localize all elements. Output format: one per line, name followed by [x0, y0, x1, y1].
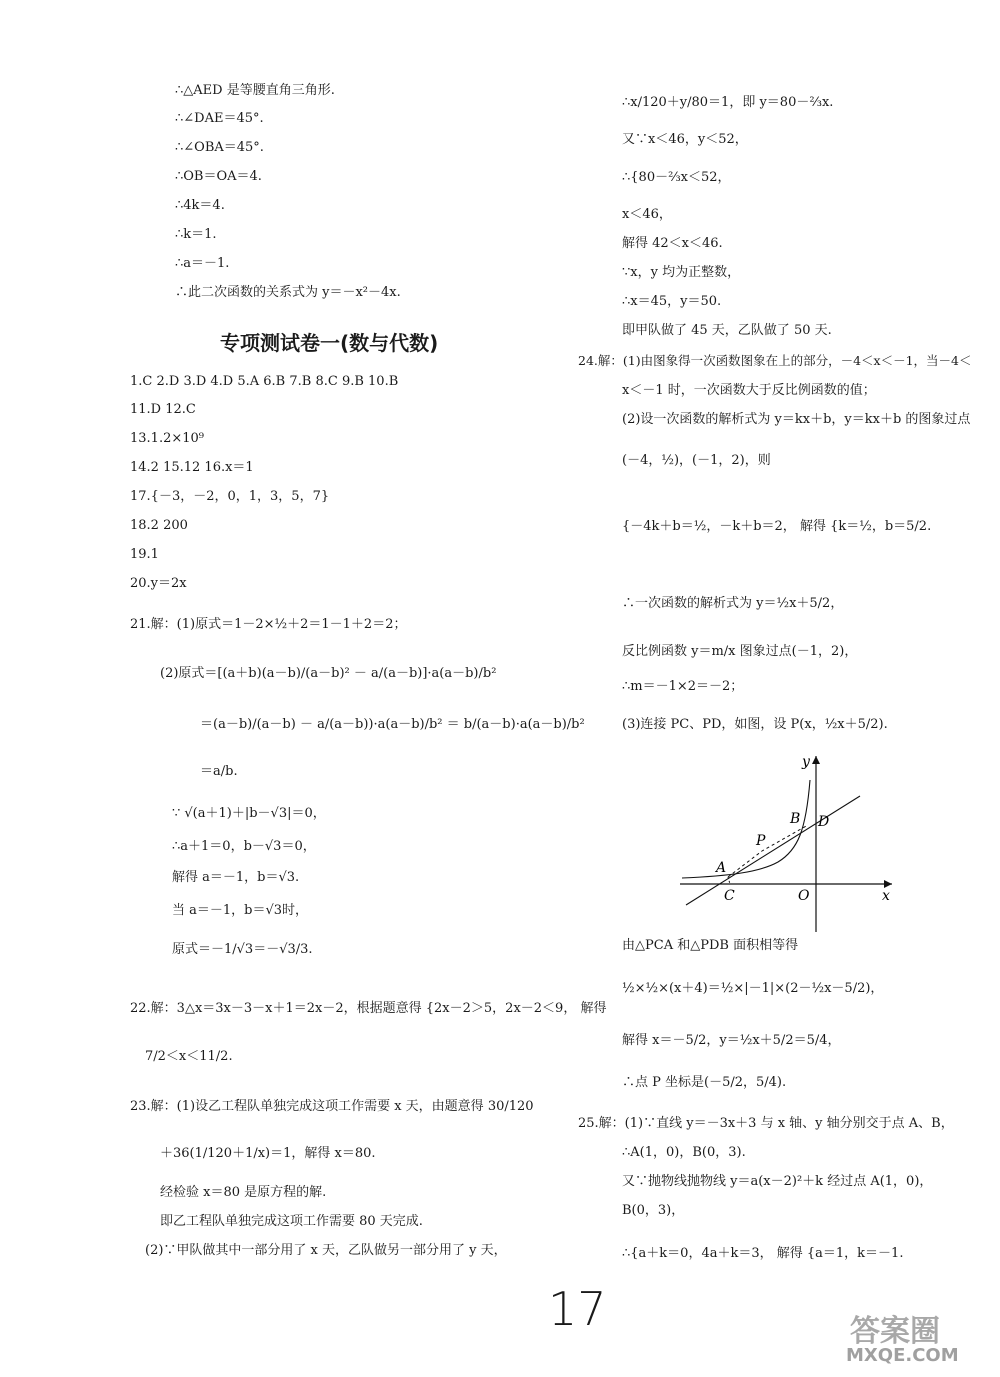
- solution-line: ∴A(1，0)，B(0，3).: [622, 1145, 746, 1160]
- answer-line: 1.C 2.D 3.D 4.D 5.A 6.B 7.B 8.C 9.B 10.B: [130, 374, 399, 389]
- text-line: ∴OB＝OA＝4.: [175, 169, 262, 184]
- page-number: 17: [548, 1282, 607, 1336]
- label-d: D: [818, 814, 830, 830]
- label-c: C: [724, 888, 735, 904]
- solution-line: ＝a/b.: [200, 764, 238, 779]
- solution-line: 25.解：(1)∵直线 y＝－3x＋3 与 x 轴、y 轴分别交于点 A、B，: [578, 1116, 954, 1131]
- answer-line: 13.1.2×10⁹: [130, 431, 204, 446]
- text-line: ∴此二次函数的关系式为 y＝－x²－4x.: [175, 285, 401, 300]
- solution-line: 24.解：(1)由图象得一次函数图象在上的部分，－4＜x＜－1，当－4＜: [578, 353, 972, 368]
- solution-line: ∴一次函数的解析式为 y＝½x＋5/2，: [622, 596, 844, 611]
- linear-function-line: [686, 796, 860, 905]
- solution-line: 由△PCA 和△PDB 面积相等得: [622, 938, 799, 953]
- solution-line: 解得 x＝－5/2，y＝½x＋5/2＝5/4，: [622, 1033, 841, 1048]
- solution-line: 经检验 x＝80 是原方程的解.: [160, 1185, 327, 1200]
- solution-line: {－4k＋b＝½，－k＋b＝2， 解得 {k＝½，b＝5/2.: [622, 519, 932, 534]
- label-o: O: [798, 888, 810, 904]
- label-b: B: [790, 811, 801, 827]
- solution-line: x＜－1 时，一次函数大于反比例函数的值；: [622, 383, 876, 398]
- answer-line: 19.1: [130, 547, 159, 562]
- solution-line: ∴m＝－1×2＝－2；: [622, 679, 744, 694]
- text-line: ∴∠DAE＝45°.: [175, 111, 264, 126]
- answer-line: 14.2 15.12 16.x＝1: [130, 460, 254, 475]
- solution-line: 即乙工程队单独完成这项工作需要 80 天完成.: [160, 1214, 423, 1229]
- label-p: P: [756, 833, 766, 849]
- solution-line: 又∵抛物线抛物线 y＝a(x－2)²＋k 经过点 A(1，0)，: [622, 1174, 933, 1189]
- label-x: x: [882, 888, 890, 904]
- answer-line: 18.2 200: [130, 518, 188, 533]
- solution-line: 又∵x＜46，y＜52，: [622, 132, 748, 147]
- solution-line: 22.解：3△x＝3x－3－x＋1＝2x－2，根据题意得 {2x－2＞5，2x－2＜9， 解得: [130, 1001, 607, 1016]
- x-axis-arrow-icon: [884, 880, 892, 888]
- text-line: ∴△AED 是等腰直角三角形.: [175, 83, 335, 98]
- label-a: A: [716, 860, 727, 876]
- solution-line: ∵ √(a＋1)＋|b－√3|＝0，: [172, 806, 326, 821]
- solution-line: ＝(a－b)/(a－b) － a/(a－b))·a(a－b)/b² ＝ b/(a－b)·a(a－b)/b²: [200, 717, 585, 732]
- text-line: ∴k＝1.: [175, 227, 217, 242]
- solution-line: 反比例函数 y＝m/x 图象过点(－1，2)，: [622, 644, 858, 659]
- solution-line: 当 a＝－1，b＝√3时，: [172, 903, 309, 918]
- watermark-logo: 答案圈: [850, 1314, 940, 1349]
- solution-line: ∵x，y 均为正整数，: [622, 265, 741, 280]
- solution-line: B(0，3)，: [622, 1203, 685, 1218]
- solution-line: ½×½×(x＋4)＝½×|－1|×(2－½x－5/2)，: [622, 981, 884, 996]
- text-line: ∴a＝－1.: [175, 256, 230, 271]
- solution-line: x＜46，: [622, 207, 672, 222]
- y-axis-arrow-icon: [812, 756, 820, 764]
- solution-line: 解得 a＝－1，b＝√3.: [172, 870, 300, 885]
- answer-line: 11.D 12.C: [130, 402, 196, 417]
- text-line: ∴∠OBA＝45°.: [175, 140, 264, 155]
- solution-line: ∴a＋1＝0，b－√3＝0，: [172, 839, 316, 854]
- answer-line: 20.y＝2x: [130, 576, 187, 591]
- solution-line: (2)设一次函数的解析式为 y＝kx＋b，y＝kx＋b 的图象过点: [622, 412, 971, 427]
- solution-line: ∴{a＋k＝0，4a＋k＝3， 解得 {a＝1，k＝－1.: [622, 1246, 904, 1261]
- solution-line: (2)原式＝[(a＋b)(a－b)/(a－b)² － a/(a－b)]·a(a－b)/b²: [160, 666, 497, 681]
- solution-line: ∴x＝45，y＝50.: [622, 294, 722, 309]
- solution-line: (3)连接 PC、PD，如图，设 P(x，½x＋5/2).: [622, 717, 888, 732]
- solution-line: ∴x/120＋y/80＝1，即 y＝80－⅔x.: [622, 95, 834, 110]
- section-title: 专项测试卷一(数与代数): [220, 331, 439, 355]
- solution-line: 21.解：(1)原式＝1－2×½＋2＝1－1＋2＝2；: [130, 617, 407, 632]
- label-y: y: [802, 754, 810, 770]
- solution-line: ∴点 P 坐标是(－5/2，5/4).: [622, 1075, 787, 1090]
- solution-line: 解得 42＜x＜46.: [622, 236, 723, 251]
- function-graph-figure: [670, 750, 900, 935]
- solution-line: ＋36(1/120＋1/x)＝1，解得 x＝80.: [160, 1146, 376, 1161]
- solution-line: 原式＝－1/√3＝－√3/3.: [172, 942, 313, 957]
- solution-line: (－4，½)，(－1，2)，则: [622, 453, 771, 468]
- solution-line: 7/2＜x＜11/2.: [145, 1049, 233, 1064]
- answer-line: 17.{－3，－2，0，1，3，5，7}: [130, 489, 330, 504]
- dashed-segment-pc-pd: [728, 825, 808, 877]
- text-line: ∴4k＝4.: [175, 198, 225, 213]
- solution-line: 即甲队做了 45 天，乙队做了 50 天.: [622, 323, 832, 338]
- watermark-url: MXQE.COM: [846, 1345, 959, 1366]
- solution-line: 23.解：(1)设乙工程队单独完成这项工作需要 x 天，由题意得 30/120: [130, 1099, 534, 1114]
- solution-line: ∴{80－⅔x＜52，: [622, 170, 731, 185]
- inverse-function-curve: [682, 780, 810, 878]
- solution-line: (2)∵甲队做其中一部分用了 x 天，乙队做另一部分用了 y 天，: [145, 1243, 507, 1258]
